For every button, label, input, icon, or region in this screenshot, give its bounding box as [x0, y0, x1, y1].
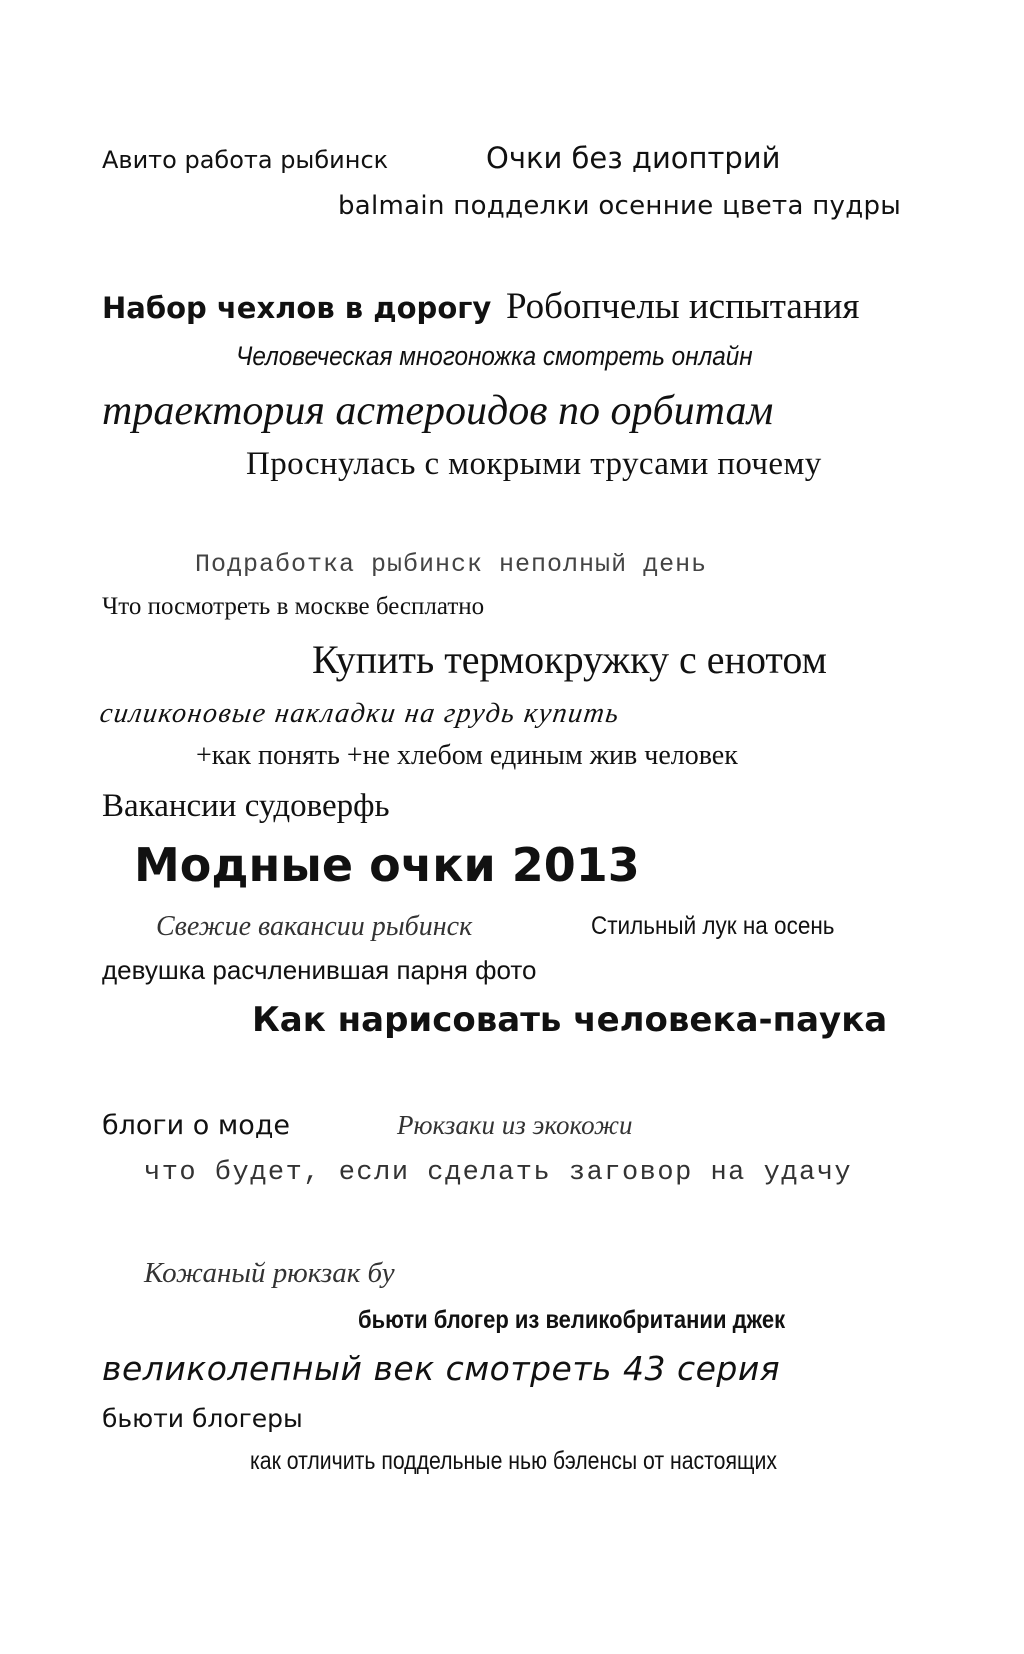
search-phrase: траектория астероидов по орбитам	[102, 388, 774, 434]
search-phrase: Свежие вакансии рыбинск	[156, 911, 473, 942]
search-phrase: Купить термокружку с енотом	[312, 637, 827, 682]
search-phrase: Рюкзаки из экокожи	[397, 1110, 633, 1140]
search-phrase: Набор чехлов в дорогу	[102, 291, 492, 325]
search-phrase: Кожаный рюкзак бу	[144, 1257, 395, 1289]
search-phrase: Очки без диоптрий	[486, 141, 781, 175]
search-phrase: бьюти блогеры	[102, 1404, 303, 1433]
search-phrase: девушка расчленившая парня фото	[102, 955, 537, 985]
search-phrase: balmain подделки осенние цвета пудры	[338, 191, 902, 221]
search-phrase: Робопчелы испытания	[506, 286, 860, 327]
search-phrase: Человеческая многоножка смотреть онлайн	[236, 341, 753, 371]
search-phrase: Стильный лук на осень	[591, 912, 835, 940]
search-phrase: Авито работа рыбинск	[102, 146, 389, 174]
search-phrase: блоги о моде	[102, 1110, 291, 1141]
search-phrase: Модные очки 2013	[134, 838, 640, 892]
search-phrase: что будет, если сделать заговор на удачу	[144, 1158, 853, 1188]
search-phrase: как отличить поддельные нью бэленсы от настоящих	[250, 1447, 777, 1475]
search-phrase: бьюти блогер из великобритании джек	[358, 1306, 786, 1334]
search-phrase: Подработка рыбинск неполный день	[195, 550, 708, 579]
search-phrase: великолепный век смотреть 43 серия	[102, 1349, 781, 1388]
search-phrase: Проснулась с мокрыми трусами почему	[246, 446, 822, 482]
search-phrase: силиконовые накладки на грудь купить	[97, 698, 622, 729]
search-phrase: Что посмотреть в москве бесплатно	[102, 593, 485, 620]
search-phrase: Вакансии судоверфь	[102, 788, 390, 824]
search-phrase: +как понять +не хлебом единым жив человек	[196, 740, 738, 771]
search-phrase: Как нарисовать человека-паука	[252, 1000, 888, 1040]
